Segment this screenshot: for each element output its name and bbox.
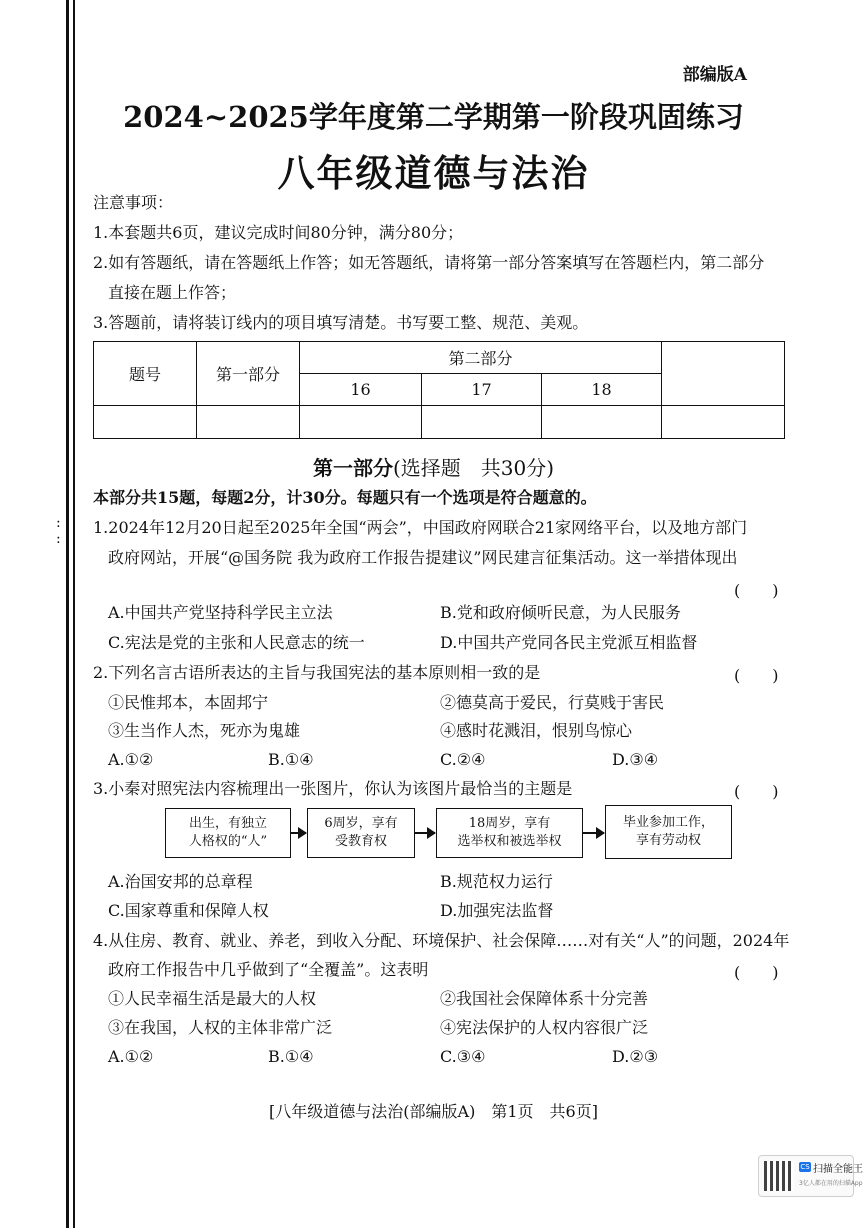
flow-step-election (436, 808, 583, 858)
notes-heading: 注意事项： (93, 193, 174, 212)
q2-item-2: ②德莫高于爱民，行莫贱于害民 (440, 693, 665, 712)
section-one-subtitle: (选择题 共30分) (392, 456, 555, 480)
q2-option-c: C.②④ (440, 750, 486, 769)
q3-option-b: B.规范权力运行 (440, 872, 553, 891)
flow-step-election-line1: 18周岁，享有 (468, 816, 551, 831)
score-cell[interactable] (197, 406, 300, 439)
scanner-logo-icon: CS (800, 1163, 810, 1171)
score-cell[interactable] (662, 406, 785, 439)
q1-stem-line2: 政府网站，开展“@国务院 我为政府工作报告提建议”网民建言征集活动。这一举措体现出 (108, 548, 738, 567)
col-q18: 18 (542, 374, 662, 406)
q4-option-d: D.②③ (612, 1047, 659, 1066)
q2-stem: 2.下列名言古语所表达的主旨与我国宪法的基本原则相一致的是 (93, 663, 541, 682)
scanner-name: 扫描全能王 (813, 1164, 863, 1175)
q1-answer-blank[interactable]: ( ) (734, 581, 779, 600)
q2-item-4: ④感时花溅泪，恨别鸟惊心 (440, 721, 633, 740)
q4-stem-line1: 4.从住房、教育、就业、养老，到收入分配、环境保护、社会保障……对有关“人”的问题，2024年 (93, 931, 790, 950)
q1-option-a: A.中国共产党坚持科学民主立法 (108, 603, 333, 622)
q4-option-a: A.①② (108, 1047, 154, 1066)
score-table (93, 341, 785, 439)
binding-marks: : : (56, 515, 61, 547)
q3-option-c: C.国家尊重和保障人权 (108, 901, 269, 920)
flow-arrow (415, 832, 435, 834)
exam-title: 2024~2025学年度第二学期第一阶段巩固练习 (123, 100, 744, 134)
score-cell[interactable] (542, 406, 662, 439)
page-footer: [八年级道德与法治(部编版A) 第1页 共6页] (269, 1102, 598, 1121)
q2-option-b: B.①④ (268, 750, 314, 769)
flow-step-election-line2: 选举权和被选举权 (457, 834, 562, 849)
flow-step-education (307, 808, 415, 858)
edition-label: 部编版A (682, 65, 747, 85)
q2-answer-blank[interactable]: ( ) (734, 666, 779, 685)
flow-step-birth-line1: 出生，有独立 (188, 816, 267, 831)
q1-option-d: D.中国共产党同各民主党派互相监督 (440, 633, 698, 652)
q1-stem-line1: 1.2024年12月20日起至2025年全国“两会”，中国政府网联合21家网络平台，以及地方部门 (93, 518, 748, 537)
q4-item-3: ③在我国，人权的主体非常广泛 (108, 1018, 333, 1037)
q2-item-3: ③生当作人杰，死亦为鬼雄 (108, 721, 301, 740)
note-2-continued: 直接在题上作答； (108, 283, 237, 302)
q4-item-4: ④宪法保护的人权内容很广泛 (440, 1018, 649, 1037)
q4-option-b: B.①④ (268, 1047, 314, 1066)
flow-step-labor (605, 805, 732, 859)
section-one-heading (0, 452, 867, 481)
q1-option-b: B.党和政府倾听民意，为人民服务 (440, 603, 681, 622)
note-3: 3.答题前，请将装订线内的项目填写清楚。书写要工整、规范、美观。 (93, 313, 589, 332)
col-part-two: 第二部分 (300, 342, 662, 374)
q3-option-a: A.治国安邦的总章程 (108, 872, 253, 891)
col-question-number: 题号 (94, 342, 197, 406)
flow-step-birth (165, 808, 291, 858)
q4-option-c: C.③④ (440, 1047, 486, 1066)
flow-step-education-line2: 受教育权 (334, 834, 387, 849)
q3-stem: 3.小秦对照宪法内容梳理出一张图片，你认为该图片最恰当的主题是 (93, 779, 573, 798)
score-cell[interactable] (422, 406, 542, 439)
flow-step-labor-line2: 享有劳动权 (635, 833, 701, 848)
section-one-title: 第一部分 (312, 456, 393, 480)
section-one-instruction: 本部分共15题，每题2分，计30分。每题只有一个选项是符合题意的。 (93, 488, 597, 507)
q3-answer-blank[interactable]: ( ) (734, 782, 779, 801)
col-total-blank (662, 342, 785, 406)
q4-item-2: ②我国社会保障体系十分完善 (440, 989, 649, 1008)
q2-option-d: D.③④ (612, 750, 659, 769)
q1-option-c: C.宪法是党的主张和人民意志的统一 (108, 633, 365, 652)
note-2: 2.如有答题纸，请在答题纸上作答；如无答题纸，请将第一部分答案填写在答题栏内，第二部分 (93, 253, 765, 272)
flow-step-education-line1: 6周岁，享有 (324, 816, 398, 831)
subject-title: 八年级道德与法治 (277, 152, 590, 195)
col-part-one: 第一部分 (197, 342, 300, 406)
q3-option-d: D.加强宪法监督 (440, 901, 554, 920)
q4-answer-blank[interactable]: ( ) (734, 963, 779, 982)
scanner-watermark (758, 1155, 863, 1197)
score-cell[interactable] (94, 406, 197, 439)
col-q16: 16 (300, 374, 422, 406)
note-1: 1.本套题共6页，建议完成时间80分钟，满分80分； (93, 223, 464, 242)
qr-code-icon (764, 1161, 794, 1191)
q2-item-1: ①民惟邦本，本固邦宁 (108, 693, 269, 712)
score-cell[interactable] (300, 406, 422, 439)
flow-step-labor-line1: 毕业参加工作， (622, 815, 714, 830)
flow-arrow (291, 832, 306, 834)
col-q17: 17 (422, 374, 542, 406)
flow-arrow (583, 832, 604, 834)
q4-item-1: ①人民幸福生活是最大的人权 (108, 989, 317, 1008)
flow-step-birth-line2: 人格权的“人” (188, 834, 268, 849)
q2-option-a: A.①② (108, 750, 154, 769)
scanner-tagline: 3亿人都在用的扫描App (799, 1180, 863, 1187)
q4-stem-line2: 政府工作报告中几乎做到了“全覆盖”。这表明 (108, 960, 429, 979)
